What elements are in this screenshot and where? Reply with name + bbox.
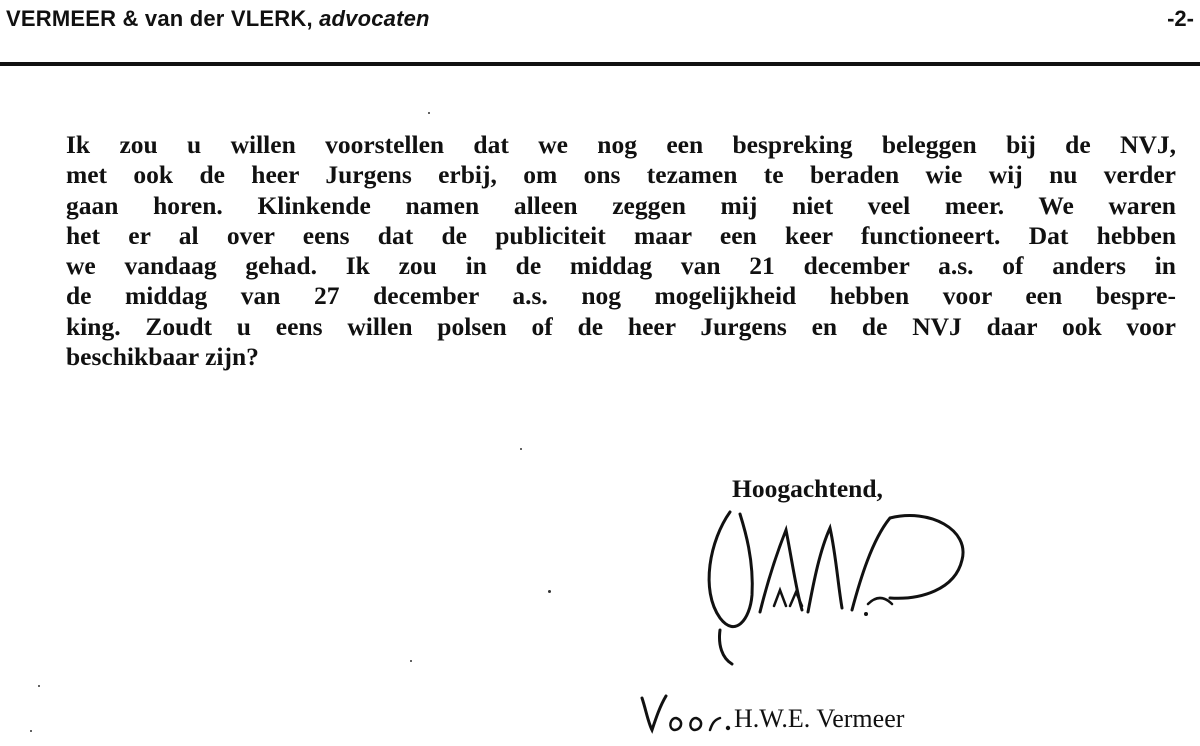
- body-line: king. Zoudt u eens willen polsen of de heer Jurgens en de NVJ daar ook voor: [66, 311, 1176, 341]
- body-line: met ook de heer Jurgens erbij, om ons tezamen te beraden wie wij nu verder: [66, 160, 1176, 190]
- handwritten-voor: [636, 688, 736, 736]
- scan-speck: [548, 590, 551, 593]
- body-line: de middag van 27 december a.s. nog mogelijkheid hebben voor een bespre-: [66, 281, 1176, 311]
- body-line: we vandaag gehad. Ik zou in de middag van 21 december a.s. of anders in: [66, 251, 1176, 281]
- letterhead: [6, 0, 1194, 40]
- handwritten-signature: [690, 500, 980, 680]
- scan-speck: [38, 685, 40, 687]
- body-line: Ik zou u willen voorstellen dat we nog een bespreking beleggen bij de NVJ,: [66, 130, 1176, 159]
- closing-salutation: Hoogachtend,: [732, 474, 883, 503]
- firm-name: [6, 6, 430, 32]
- scan-speck: [520, 448, 522, 450]
- header-rule: [0, 62, 1200, 66]
- page-number: -2-: [1167, 6, 1194, 31]
- scan-speck: [30, 730, 32, 732]
- body-line: beschikbaar zijn?: [66, 342, 259, 372]
- body-line: het er al over eens dat de publiciteit maar een keer functioneert. Dat hebben: [66, 220, 1176, 250]
- scan-speck: [410, 660, 412, 662]
- scan-speck: [428, 112, 430, 114]
- firm-name-text: VERMEER & van der VLERK,: [6, 6, 313, 31]
- letter-body: [66, 130, 1176, 372]
- signer-name: H.W.E. Vermeer: [734, 704, 905, 733]
- body-line: gaan horen. Klinkende namen alleen zeggen mij niet veel meer. We waren: [66, 190, 1176, 220]
- firm-suffix: advocaten: [319, 6, 430, 31]
